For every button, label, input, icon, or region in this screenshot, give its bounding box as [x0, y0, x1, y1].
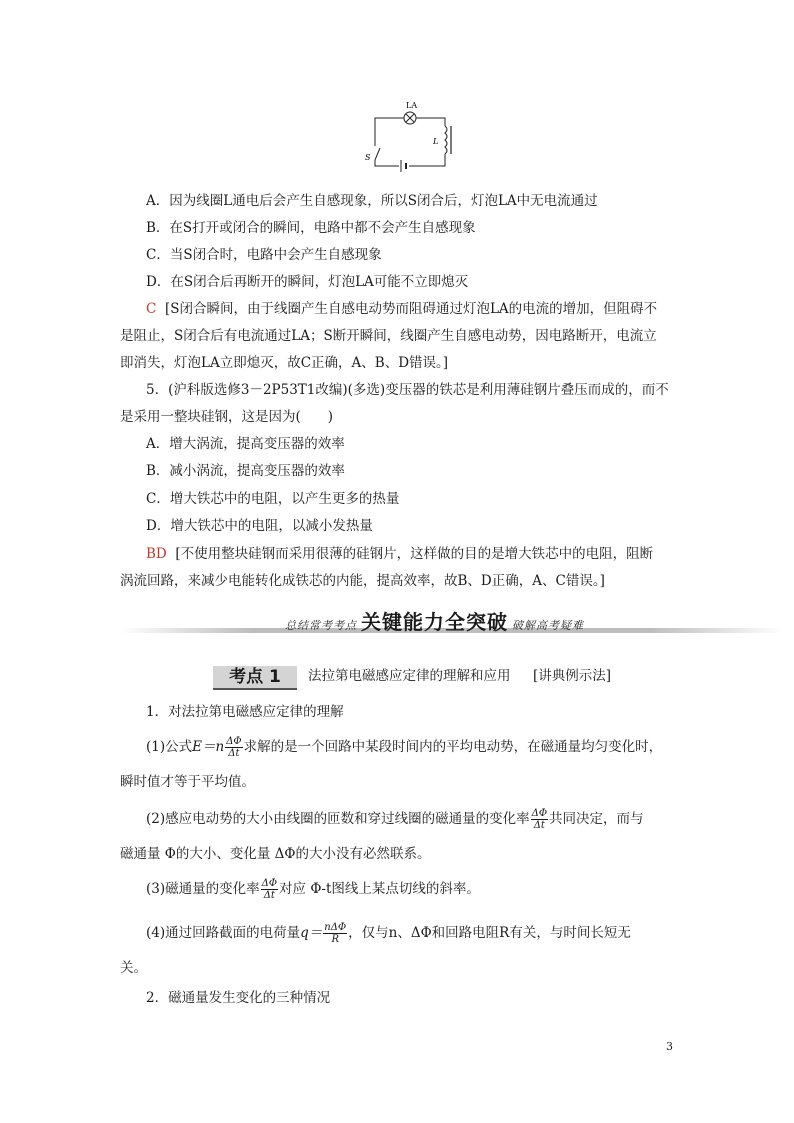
section1-p1-line-2: 瞬时值才等于平均值。 — [120, 774, 255, 790]
q4-option-c: C．当S闭合时，电路中会产生自感现象 — [146, 247, 382, 263]
frac-numerator: ΔΦ — [261, 878, 278, 889]
q4-answer-letter: C — [146, 301, 157, 317]
banner-left-text: 总结常考考点 — [285, 619, 357, 632]
q4-answer-line-1 — [146, 299, 657, 319]
p2-text-a: (2)感应电动势的大小由线圈的匝数和穿过线圈的磁通量的变化率 — [146, 811, 530, 827]
p2-text-b: 共同决定，而与 — [549, 811, 644, 827]
section1-heading: 1．对法拉第电磁感应定律的理解 — [146, 704, 344, 720]
p1-text: 求解的是一个回路中某段时间内的平均电动势，在磁通量均匀变化时， — [243, 739, 663, 755]
frac-denominator: Δt — [263, 890, 275, 901]
section2-heading: 2．磁通量发生变化的三种情况 — [146, 990, 331, 1006]
p1-prefix: (1)公式 — [146, 739, 193, 755]
q5-option-d: D．增大铁芯中的电阻，以减小发热量 — [146, 518, 373, 534]
p3-text-b: 对应 Φ-t图线上某点切线的斜率。 — [279, 881, 480, 897]
flux-rate-fraction — [225, 736, 242, 759]
q4-answer-line-3: 即消失，灯泡LA立即熄灭，故C正确，A、B、D错误。] — [120, 355, 449, 371]
p4-text-a: (4)通过回路截面的电荷量 — [146, 925, 301, 941]
q5-answer-line-2: 涡流回路，来减少电能转化成铁芯的内能，提高效率，故B、D正确，A、C错误。] — [120, 573, 605, 589]
flux-rate-fraction-3 — [261, 878, 278, 901]
banner-main-text: 关键能力全突破 — [361, 610, 508, 634]
q5-answer-text: [不使用整块硅钢而采用很薄的硅钢片，这样做的目的是增大铁芯中的电阻，阻断 — [175, 546, 654, 562]
q4-answer-line-2: 是阻止，S闭合后有电流通过LA；S断开瞬间，线圈产生自感电动势，因电路断开，电流立 — [120, 328, 657, 344]
flux-rate-fraction-2 — [531, 808, 548, 831]
q5-answer-letter: BD — [146, 546, 167, 562]
banner-right-text: 破解高考疑难 — [512, 619, 584, 632]
frac-numerator: ΔΦ — [531, 808, 548, 819]
q5-stem-line-1: 5．(沪科版选修3－2P53T1改编)(多选)变压器的铁芯是利用薄硅钢片叠压而成的，而不 — [146, 382, 669, 398]
q4-answer-text: [S闭合瞬间，由于线圈产生自感电动势而阻碍通过灯泡LA的电流的增加，但阻碍不 — [164, 301, 658, 317]
q5-stem-line-2: 是采用一整块硅钢，这是因为( ) — [120, 409, 334, 425]
page-number: 3 — [666, 1040, 673, 1053]
p4-text-b: ，仅与n、ΔΦ和回路电阻R有关，与时间长短无 — [348, 925, 631, 941]
coil-label: L — [433, 137, 439, 146]
lamp-label: LA — [406, 101, 418, 110]
q5-option-a: A．增大涡流，提高变压器的效率 — [146, 436, 345, 452]
frac-denominator: Δt — [533, 820, 545, 831]
p3-text-a: (3)磁通量的变化率 — [146, 881, 260, 897]
frac-denominator: Δt — [228, 748, 240, 759]
section-banner — [285, 606, 584, 635]
topic-label: 考点 1 — [213, 666, 297, 690]
switch-label: S — [365, 153, 371, 162]
circuit-diagram — [365, 96, 455, 176]
topic-title: 法拉第电磁感应定律的理解和应用 — [308, 668, 511, 684]
q5-answer-line-1 — [146, 544, 653, 564]
section1-p4-line-2: 关。 — [120, 960, 147, 976]
frac-numerator: nΔΦ — [324, 922, 347, 933]
section1-p3 — [146, 878, 480, 901]
section1-p2-line-2: 磁通量 Φ的大小、变化量 ΔΦ的大小没有必然联系。 — [120, 846, 431, 862]
frac-numerator: ΔΦ — [226, 736, 242, 747]
section1-p2-line-1 — [146, 808, 644, 831]
charge-fraction — [323, 922, 347, 945]
q5-option-c: C．增大铁芯中的电阻，以产生更多的热量 — [146, 491, 400, 507]
q4-option-b: B．在S打开或闭合的瞬间，电路中都不会产生自感现象 — [146, 220, 476, 236]
q4-option-d: D．在S闭合后再断开的瞬间，灯泡LA可能不立即熄灭 — [146, 274, 469, 290]
q4-option-a: A．因为线圈L通电后会产生自感现象，所以S闭合后，灯泡LA中无电流通过 — [146, 193, 598, 209]
section1-p1-line-1 — [146, 736, 662, 759]
section1-p4-line-1 — [146, 922, 631, 945]
topic-tag: [讲典例示法] — [533, 668, 612, 684]
p1-formula-lhs: E＝n — [192, 739, 225, 755]
frac-denominator: R — [331, 934, 339, 945]
q5-option-b: B．减小涡流，提高变压器的效率 — [146, 463, 345, 479]
p4-formula-lhs: q＝ — [300, 925, 323, 941]
